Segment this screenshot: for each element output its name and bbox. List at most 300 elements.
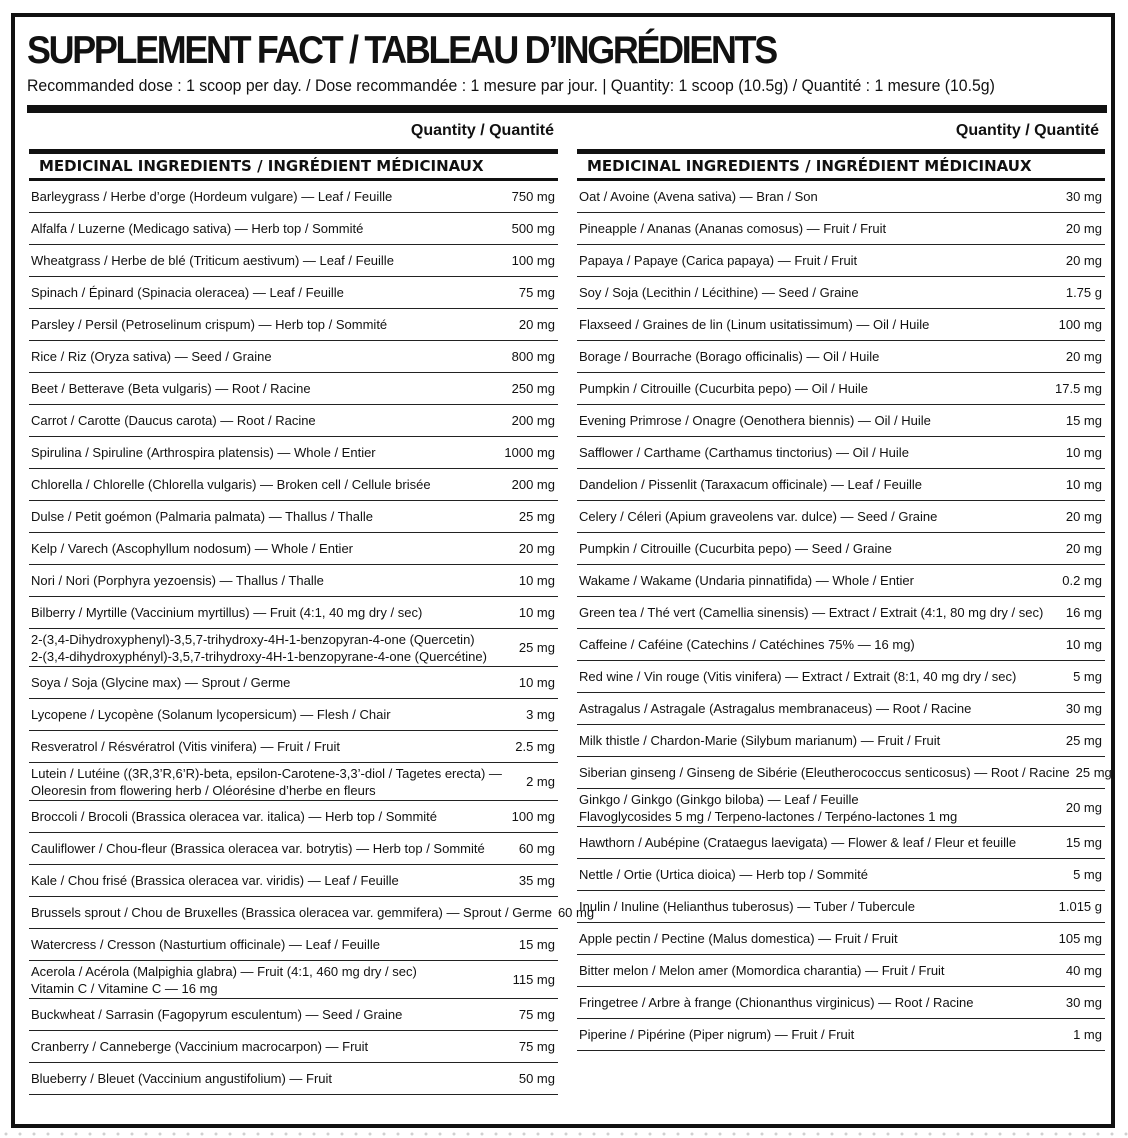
- ingredient-name-line: Beet / Betterave (Beta vulgaris) — Root / Racine: [31, 381, 311, 396]
- dose-subtitle: Recommanded dose : 1 scoop per day. / Dose recommandée : 1 mesure par jour. | Quantity: 1 scoop (10.5g) / Quantité : 1 mesure (10.5g): [27, 76, 995, 95]
- ingredient-name: [579, 930, 898, 947]
- decorative-dot: [215, 1133, 218, 1136]
- ingredient-name-line: Red wine / Vin rouge (Vitis vinifera) — Extract / Extrait (8:1, 40 mg dry / sec): [579, 669, 1017, 684]
- ingredient-amount: 10 mg: [1065, 477, 1102, 492]
- left-ingredients-column: [29, 113, 595, 1095]
- ingredient-name-line: Nori / Nori (Porphyra yezoensis) — Thallus / Thalle: [31, 573, 324, 588]
- ingredient-amount: 10 mg: [1065, 445, 1102, 460]
- decorative-dot: [691, 1133, 694, 1136]
- decorative-dot: [89, 1133, 92, 1136]
- ingredient-name: [579, 636, 915, 653]
- ingredient-amount: 100 mg: [511, 253, 555, 268]
- ingredient-name-line: Cranberry / Canneberge (Vaccinium macrocarpon) — Fruit: [31, 1039, 369, 1054]
- ingredient-row: [29, 961, 558, 999]
- ingredient-row: [29, 405, 558, 437]
- decorative-dot: [103, 1133, 106, 1136]
- ingredient-row: [29, 309, 558, 341]
- ingredient-name-line: Cauliflower / Chou-fleur (Brassica oleracea var. botrytis) — Herb top / Sommité: [31, 841, 485, 856]
- ingredient-row: [577, 1019, 1105, 1051]
- decorative-dot: [285, 1133, 288, 1136]
- ingredient-name-line: Dandelion / Pissenlit (Taraxacum officinale) — Leaf / Feuille: [579, 477, 922, 492]
- decorative-dot: [411, 1133, 414, 1136]
- ingredient-name-line: Nettle / Ortie (Urtica dioica) — Herb top / Sommité: [579, 867, 868, 882]
- decorative-dot: [957, 1133, 960, 1136]
- decorative-dot: [761, 1133, 764, 1136]
- ingredient-amount: 0.2 mg: [1062, 573, 1102, 588]
- ingredient-name: [579, 604, 1043, 621]
- decorative-dot: [1097, 1133, 1100, 1136]
- ingredient-row: [577, 565, 1105, 597]
- ingredient-amount: 10 mg: [518, 675, 555, 690]
- ingredient-row: [577, 827, 1105, 859]
- ingredient-list: [577, 181, 1112, 1051]
- decorative-dot: [509, 1133, 512, 1136]
- ingredient-row: [29, 181, 558, 213]
- ingredient-row: [29, 629, 558, 667]
- ingredient-row: [577, 213, 1105, 245]
- ingredient-name: [579, 220, 886, 237]
- decorative-dot: [887, 1133, 890, 1136]
- ingredient-name-line: Siberian ginseng / Ginseng de Sibérie (Eleutherococcus senticosus) — Root / Racine: [579, 765, 1070, 780]
- ingredient-name: [579, 348, 879, 365]
- ingredient-row: [29, 565, 558, 597]
- ingredient-name-line: Blueberry / Bleuet (Vaccinium angustifolium) — Fruit: [31, 1071, 333, 1086]
- ingredient-name-line: Pumpkin / Citrouille (Cucurbita pepo) — Seed / Graine: [579, 541, 892, 556]
- ingredient-name: [579, 380, 868, 397]
- decorative-dot: [1111, 1133, 1114, 1136]
- ingredient-name-line: Inulin / Inuline (Helianthus tuberosus) — Tuber / Tubercule: [579, 899, 916, 914]
- ingredient-name: [31, 540, 353, 557]
- ingredient-name-line: Kelp / Varech (Ascophyllum nodosum) — Whole / Entier: [31, 541, 354, 556]
- ingredient-name-line-2: Flavoglycosides 5 mg / Terpeno-lactones / Terpéno-lactones 1 mg: [579, 808, 958, 824]
- ingredient-amount: 60 mg: [518, 841, 555, 856]
- decorative-dot: [495, 1133, 498, 1136]
- ingredient-name: [31, 252, 394, 269]
- ingredient-amount: 20 mg: [1065, 221, 1102, 236]
- ingredient-name-line: Wakame / Wakame (Undaria pinnatifida) — Whole / Entier: [579, 573, 914, 588]
- ingredient-row: [577, 245, 1105, 277]
- ingredient-name-line: Watercress / Cresson (Nasturtium officinale) — Leaf / Feuille: [31, 937, 380, 952]
- ingredient-name: [31, 674, 290, 691]
- ingredient-name: [31, 1038, 368, 1055]
- ingredient-name: [31, 936, 380, 953]
- ingredient-name-line: Alfalfa / Luzerne (Medicago sativa) — Herb top / Sommité: [31, 221, 364, 236]
- decorative-dot: [943, 1133, 946, 1136]
- ingredient-name-line: Broccoli / Brocoli (Brassica oleracea var. italica) — Herb top / Sommité: [31, 809, 438, 824]
- decorative-dot: [971, 1133, 974, 1136]
- ingredient-row: [29, 501, 558, 533]
- decorative-dot: [1069, 1133, 1072, 1136]
- decorative-dot: [173, 1133, 176, 1136]
- ingredient-amount: 1000 mg: [504, 445, 555, 460]
- ingredient-row: [29, 533, 558, 565]
- ingredient-amount: 20 mg: [518, 541, 555, 556]
- decorative-dot: [117, 1133, 120, 1136]
- ingredient-name: [31, 220, 363, 237]
- ingredient-amount: 20 mg: [1065, 800, 1102, 815]
- decorative-dot: [845, 1133, 848, 1136]
- ingredient-row: [29, 699, 558, 731]
- decorative-dot: [551, 1133, 554, 1136]
- ingredient-name-line: Papaya / Papaye (Carica papaya) — Fruit / Fruit: [579, 253, 858, 268]
- ingredient-name: [579, 508, 937, 525]
- ingredient-name: [579, 866, 868, 883]
- ingredient-name-line: Oat / Avoine (Avena sativa) — Bran / Son: [579, 189, 818, 204]
- ingredient-amount: 16 mg: [1065, 605, 1102, 620]
- decorative-dot: [75, 1133, 78, 1136]
- ingredient-amount: 15 mg: [1065, 835, 1102, 850]
- decorative-dot: [831, 1133, 834, 1136]
- ingredient-name: [31, 808, 437, 825]
- ingredient-name: [31, 631, 487, 665]
- ingredient-name: [579, 252, 857, 269]
- ingredient-row: [577, 859, 1105, 891]
- decorative-dot: [159, 1133, 162, 1136]
- ingredient-name-line: Brussels sprout / Chou de Bruxelles (Brassica oleracea var. gemmifera) — Sprout / Germe: [31, 905, 552, 920]
- ingredient-row: [577, 955, 1105, 987]
- ingredient-name-line: Spinach / Épinard (Spinacia oleracea) — Leaf / Feuille: [31, 285, 344, 300]
- ingredient-amount: 20 mg: [1065, 541, 1102, 556]
- ingredient-amount: 800 mg: [511, 349, 555, 364]
- ingredient-amount: 1.75 g: [1065, 285, 1102, 300]
- ingredient-amount: 10 mg: [518, 573, 555, 588]
- ingredient-row: [29, 373, 558, 405]
- ingredient-name-line: Lycopene / Lycopène (Solanum lycopersicum) — Flesh / Chair: [31, 707, 391, 722]
- ingredient-name: [579, 1026, 854, 1043]
- ingredient-row: [29, 929, 558, 961]
- decorative-dot: [873, 1133, 876, 1136]
- ingredient-amount: 25 mg: [1065, 733, 1102, 748]
- ingredient-name-line: Carrot / Carotte (Daucus carota) — Root / Racine: [31, 413, 316, 428]
- ingredient-name: [31, 508, 373, 525]
- decorative-dot: [467, 1133, 470, 1136]
- ingredient-amount: 115 mg: [512, 972, 555, 987]
- decorative-dot: [985, 1133, 988, 1136]
- ingredient-row: [29, 667, 558, 699]
- decorative-dot: [397, 1133, 400, 1136]
- ingredient-name-line-2: Vitamin C / Vitamine C — 16 mg: [31, 980, 218, 996]
- ingredient-name-line: Lutein / Lutéine ((3R,3’R,6’R)-beta, epsilon-Carotene-3,3’-diol / Tagetes erecta) —: [31, 765, 502, 781]
- ingredient-amount: 20 mg: [1065, 509, 1102, 524]
- decorative-dot: [271, 1133, 274, 1136]
- decorative-dot: [425, 1133, 428, 1136]
- ingredient-row: [29, 763, 558, 801]
- ingredient-name-line-2: Oleoresin from flowering herb / Oléorésine d’herbe en fleurs: [31, 782, 376, 798]
- ingredient-row: [577, 629, 1105, 661]
- ingredient-name: [31, 1070, 332, 1087]
- ingredient-name-line: 2-(3,4-Dihydroxyphenyl)-3,5,7-trihydroxy-4H-1-benzopyran-4-one (Quercetin): [31, 631, 475, 647]
- decorative-dot: [453, 1133, 456, 1136]
- decorative-dot: [327, 1133, 330, 1136]
- decorative-dot: [355, 1133, 358, 1136]
- ingredient-name: [31, 572, 324, 589]
- ingredient-name: [579, 962, 945, 979]
- ingredient-amount: 30 mg: [1065, 189, 1102, 204]
- ingredient-name-line: Fringetree / Arbre à frange (Chionanthus virginicus) — Root / Racine: [579, 995, 974, 1010]
- ingredient-row: [29, 1063, 558, 1095]
- ingredient-name: [31, 872, 399, 889]
- ingredient-name-line: Milk thistle / Chardon-Marie (Silybum marianum) — Fruit / Fruit: [579, 733, 941, 748]
- ingredient-amount: 75 mg: [518, 1007, 555, 1022]
- decorative-dot: [621, 1133, 624, 1136]
- ingredient-amount: 1.015 g: [1058, 899, 1102, 914]
- ingredient-amount: 750 mg: [511, 189, 555, 204]
- ingredient-name-line: Buckwheat / Sarrasin (Fagopyrum esculentum) — Seed / Graine: [31, 1007, 403, 1022]
- ingredient-row: [29, 245, 558, 277]
- ingredient-name-line: Pineapple / Ananas (Ananas comosus) — Fruit / Fruit: [579, 221, 887, 236]
- ingredient-row: [29, 897, 595, 929]
- ingredient-row: [577, 533, 1105, 565]
- ingredient-amount: 1 mg: [1073, 1027, 1102, 1042]
- decorative-dot: [649, 1133, 652, 1136]
- decorative-dot: [999, 1133, 1002, 1136]
- ingredient-name-line: Resveratrol / Résvératrol (Vitis vinifera) — Fruit / Fruit: [31, 739, 340, 754]
- ingredient-name-line: Pumpkin / Citrouille (Cucurbita pepo) — Oil / Huile: [579, 381, 868, 396]
- decorative-dot: [439, 1133, 442, 1136]
- decorative-dot: [859, 1133, 862, 1136]
- ingredient-amount: 2.5 mg: [515, 739, 555, 754]
- supplement-facts-panel: [11, 13, 1115, 1128]
- ingredient-row: [29, 801, 558, 833]
- ingredient-row: [577, 309, 1105, 341]
- decorative-dot: [1125, 1133, 1128, 1136]
- ingredient-name: [579, 316, 929, 333]
- ingredient-name-line: Bilberry / Myrtille (Vaccinium myrtillus) — Fruit (4:1, 40 mg dry / sec): [31, 605, 423, 620]
- ingredient-row: [577, 757, 1112, 789]
- ingredient-row: [29, 277, 558, 309]
- ingredient-name-line: Piperine / Pipérine (Piper nigrum) — Fruit / Fruit: [579, 1027, 855, 1042]
- ingredient-row: [577, 469, 1105, 501]
- ingredient-name: [579, 834, 1016, 851]
- decorative-dot: [747, 1133, 750, 1136]
- decorative-dot: [187, 1133, 190, 1136]
- ingredient-row: [29, 437, 558, 469]
- decorative-dot: [243, 1133, 246, 1136]
- ingredient-name-line: Kale / Chou frisé (Brassica oleracea var. viridis) — Leaf / Feuille: [31, 873, 399, 888]
- decorative-dot: [663, 1133, 666, 1136]
- ingredient-amount: 35 mg: [518, 873, 555, 888]
- ingredient-name-line: Astragalus / Astragale (Astragalus membranaceus) — Root / Racine: [579, 701, 972, 716]
- decorative-dot: [677, 1133, 680, 1136]
- decorative-dot: [5, 1133, 8, 1136]
- ingredient-row: [577, 181, 1105, 213]
- ingredient-amount: 25 mg: [518, 509, 555, 524]
- ingredient-name: [579, 764, 1070, 781]
- ingredient-name: [579, 476, 922, 493]
- ingredient-name-line: Acerola / Acérola (Malpighia glabra) — Fruit (4:1, 460 mg dry / sec): [31, 963, 417, 979]
- ingredient-row: [577, 693, 1105, 725]
- decorative-dot: [901, 1133, 904, 1136]
- ingredient-row: [577, 923, 1105, 955]
- ingredient-name-line: Wheatgrass / Herbe de blé (Triticum aestivum) — Leaf / Feuille: [31, 253, 394, 268]
- ingredient-name-line: Rice / Riz (Oryza sativa) — Seed / Graine: [31, 349, 272, 364]
- ingredient-name-line: Spirulina / Spiruline (Arthrospira platensis) — Whole / Entier: [31, 445, 376, 460]
- panel-title: SUPPLEMENT FACT / TABLEAU D’INGRÉDIENTS: [27, 29, 776, 72]
- ingredient-amount: 105 mg: [1058, 931, 1102, 946]
- decorative-dot: [607, 1133, 610, 1136]
- ingredient-name: [31, 840, 485, 857]
- ingredient-amount: 3 mg: [526, 707, 555, 722]
- bottom-dotted-edge: [0, 1130, 1128, 1138]
- ingredient-row: [29, 731, 558, 763]
- ingredient-row: [577, 789, 1105, 827]
- ingredient-name-line: Safflower / Carthame (Carthamus tinctorius) — Oil / Huile: [579, 445, 909, 460]
- ingredient-row: [577, 437, 1105, 469]
- ingredient-name: [31, 316, 387, 333]
- title-divider: [27, 105, 1107, 113]
- decorative-dot: [131, 1133, 134, 1136]
- quantity-header: Quantity / Quantité: [410, 122, 554, 139]
- decorative-dot: [537, 1133, 540, 1136]
- ingredient-row: [29, 597, 558, 629]
- decorative-dot: [523, 1133, 526, 1136]
- decorative-dot: [19, 1133, 22, 1136]
- ingredient-name-line: Chlorella / Chlorelle (Chlorella vulgaris) — Broken cell / Cellule brisée: [31, 477, 431, 492]
- ingredient-row: [29, 865, 558, 897]
- ingredient-row: [577, 891, 1105, 923]
- ingredient-name-line: Ginkgo / Ginkgo (Ginkgo biloba) — Leaf / Feuille: [579, 791, 859, 807]
- ingredient-amount: 25 mg: [1075, 765, 1112, 780]
- ingredient-row: [29, 833, 558, 865]
- ingredient-name-line: Soy / Soja (Lecithin / Lécithine) — Seed / Graine: [579, 285, 859, 300]
- ingredient-amount: 200 mg: [511, 477, 555, 492]
- ingredient-amount: 20 mg: [1065, 253, 1102, 268]
- ingredient-name: [31, 444, 376, 461]
- decorative-dot: [341, 1133, 344, 1136]
- ingredient-row: [577, 405, 1105, 437]
- ingredient-amount: 15 mg: [518, 937, 555, 952]
- ingredient-name: [31, 963, 417, 997]
- ingredient-row: [577, 597, 1105, 629]
- ingredient-row: [577, 341, 1105, 373]
- ingredient-amount: 75 mg: [518, 1039, 555, 1054]
- ingredient-name: [31, 380, 311, 397]
- ingredient-row: [29, 341, 558, 373]
- ingredient-name: [579, 791, 957, 825]
- decorative-dot: [229, 1133, 232, 1136]
- decorative-dot: [1055, 1133, 1058, 1136]
- ingredient-name: [579, 898, 915, 915]
- ingredient-name-line-2: 2-(3,4-dihydroxyphényl)-3,5,7-trihydroxy-4H-1-benzopyrane-4-one (Quercétine): [31, 648, 487, 664]
- ingredient-row: [29, 469, 558, 501]
- decorative-dot: [1027, 1133, 1030, 1136]
- ingredient-amount: 2 mg: [526, 774, 555, 789]
- ingredient-name-line: Bitter melon / Melon amer (Momordica charantia) — Fruit / Fruit: [579, 963, 945, 978]
- ingredient-row: [29, 213, 558, 245]
- ingredient-name-line: Flaxseed / Graines de lin (Linum usitatissimum) — Oil / Huile: [579, 317, 930, 332]
- ingredient-amount: 60 mg: [557, 905, 595, 920]
- decorative-dot: [369, 1133, 372, 1136]
- ingredient-amount: 5 mg: [1073, 669, 1102, 684]
- decorative-dot: [481, 1133, 484, 1136]
- ingredient-amount: 20 mg: [1065, 349, 1102, 364]
- decorative-dot: [593, 1133, 596, 1136]
- ingredient-amount: 250 mg: [511, 381, 555, 396]
- ingredient-amount: 30 mg: [1065, 701, 1102, 716]
- ingredient-name: [31, 476, 431, 493]
- ingredient-name-line: Green tea / Thé vert (Camellia sinensis) — Extract / Extrait (4:1, 80 mg dry / sec): [579, 605, 1044, 620]
- ingredient-name-line: Barleygrass / Herbe d’orge (Hordeum vulgare) — Leaf / Feuille: [31, 189, 393, 204]
- ingredient-name: [579, 732, 940, 749]
- ingredient-name-line: Borage / Bourrache (Borago officinalis) — Oil / Huile: [579, 349, 880, 364]
- ingredient-amount: 500 mg: [511, 221, 555, 236]
- decorative-dot: [33, 1133, 36, 1136]
- ingredient-row: [29, 999, 558, 1031]
- section-header: MEDICINAL INGREDIENTS / INGRÉDIENT MÉDICINAUX: [29, 149, 558, 181]
- ingredient-name: [31, 706, 391, 723]
- ingredient-name: [31, 348, 272, 365]
- quantity-header: Quantity / Quantité: [955, 122, 1099, 139]
- ingredient-amount: 25 mg: [518, 640, 555, 655]
- ingredient-amount: 15 mg: [1065, 413, 1102, 428]
- ingredient-row: [577, 661, 1105, 693]
- ingredient-amount: 17.5 mg: [1055, 381, 1102, 396]
- decorative-dot: [929, 1133, 932, 1136]
- ingredient-name: [579, 668, 1016, 685]
- ingredient-name-line: Dulse / Petit goémon (Palmaria palmata) — Thallus / Thalle: [31, 509, 374, 524]
- ingredient-amount: 100 mg: [1058, 317, 1102, 332]
- section-header: MEDICINAL INGREDIENTS / INGRÉDIENT MÉDICINAUX: [577, 149, 1105, 181]
- ingredient-name-line: Evening Primrose / Onagre (Oenothera biennis) — Oil / Huile: [579, 413, 931, 428]
- ingredient-name: [579, 188, 818, 205]
- ingredient-name: [579, 700, 971, 717]
- ingredient-name-line: Soya / Soja (Glycine max) — Sprout / Germe: [31, 675, 291, 690]
- decorative-dot: [383, 1133, 386, 1136]
- ingredient-amount: 40 mg: [1065, 963, 1102, 978]
- ingredient-row: [577, 987, 1105, 1019]
- ingredient-amount: 10 mg: [518, 605, 555, 620]
- decorative-dot: [565, 1133, 568, 1136]
- ingredient-amount: 10 mg: [1065, 637, 1102, 652]
- ingredient-row: [577, 373, 1105, 405]
- decorative-dot: [803, 1133, 806, 1136]
- decorative-dot: [47, 1133, 50, 1136]
- ingredient-name: [31, 1006, 402, 1023]
- ingredient-row: [29, 1031, 558, 1063]
- ingredient-name-line: Celery / Céleri (Apium graveolens var. dulce) — Seed / Graine: [579, 509, 938, 524]
- decorative-dot: [705, 1133, 708, 1136]
- ingredient-amount: 5 mg: [1073, 867, 1102, 882]
- right-ingredients-column: [577, 113, 1112, 1051]
- ingredient-name-line: Hawthorn / Aubépine (Crataegus laevigata) — Flower & leaf / Fleur et feuille: [579, 835, 1017, 850]
- decorative-dot: [145, 1133, 148, 1136]
- decorative-dot: [719, 1133, 722, 1136]
- ingredient-amount: 100 mg: [511, 809, 555, 824]
- ingredient-name: [31, 604, 422, 621]
- decorative-dot: [915, 1133, 918, 1136]
- ingredient-amount: 20 mg: [518, 317, 555, 332]
- ingredient-name: [579, 994, 974, 1011]
- ingredient-list: [29, 181, 595, 1095]
- ingredient-amount: 30 mg: [1065, 995, 1102, 1010]
- decorative-dot: [313, 1133, 316, 1136]
- decorative-dot: [1041, 1133, 1044, 1136]
- ingredient-row: [577, 277, 1105, 309]
- ingredient-name: [31, 188, 392, 205]
- decorative-dot: [299, 1133, 302, 1136]
- ingredient-name-line: Caffeine / Caféine (Catechins / Catéchines 75% — 16 mg): [579, 637, 915, 652]
- decorative-dot: [257, 1133, 260, 1136]
- decorative-dot: [817, 1133, 820, 1136]
- decorative-dot: [635, 1133, 638, 1136]
- ingredient-name: [31, 904, 552, 921]
- ingredient-name: [579, 444, 909, 461]
- ingredient-name: [31, 284, 344, 301]
- decorative-dot: [579, 1133, 582, 1136]
- ingredient-name: [579, 412, 931, 429]
- ingredient-name: [579, 572, 914, 589]
- decorative-dot: [201, 1133, 204, 1136]
